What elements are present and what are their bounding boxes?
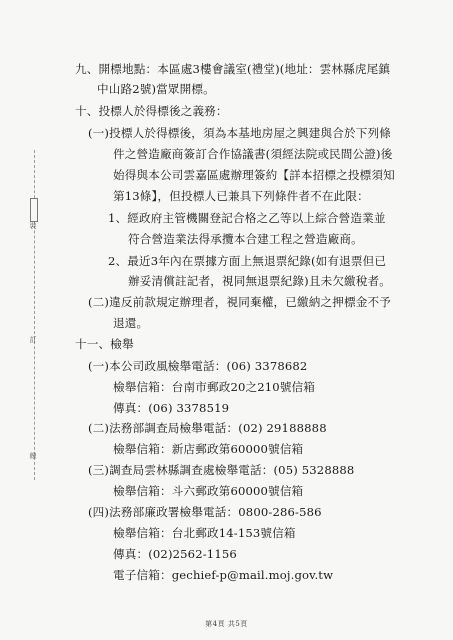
report-2-phone: (二)法務部調查局檢舉電話：(02) 29188888 xyxy=(88,421,327,435)
report-2-mailbox: 檢舉信箱：新店郵政第60000號信箱 xyxy=(113,442,304,456)
binding-stamp-box xyxy=(30,198,38,222)
section-10-2-line-2: 退還。 xyxy=(113,316,149,330)
report-1-fax: 傳真：(06) 3378519 xyxy=(113,401,230,415)
section-10-2-line-1: (二)違反前款規定辦理者，視同棄權，已繳納之押標金不予 xyxy=(88,295,391,309)
condition-2-line-2: 辦妥清償註記者，視同無退票紀錄)且未欠繳稅者。 xyxy=(128,274,392,288)
condition-2-line-1: 2、最近3年內在票據方面上無退票紀錄(如有退票但已 xyxy=(108,254,387,268)
condition-1-line-2: 符合營造業法得承攬本合建工程之營造廠商。 xyxy=(128,232,363,246)
report-4-mailbox: 檢舉信箱：台北郵政14-153號信箱 xyxy=(113,526,296,540)
report-3-phone: (三)調查局雲林縣調查處檢舉電話：(05) 5328888 xyxy=(88,463,355,477)
report-4-phone: (四)法務部廉政署檢舉電話：0800-286-586 xyxy=(88,505,322,519)
condition-1-line-1: 1、經政府主管機關登記合格之乙等以上綜合營造業並 xyxy=(108,211,386,225)
section-10-1-line-4: 第13條】，但投標人已兼具下列條件者不在此限： xyxy=(113,189,369,203)
binding-mark-top: 裝 xyxy=(29,222,37,230)
section-9-line-1: 九、開標地點：本區處3樓會議室(禮堂)(地址：雲林縣虎尾鎮 xyxy=(75,62,391,76)
section-10-heading: 十、投標人於得標後之義務： xyxy=(75,104,228,118)
report-4-fax: 傳真：(02)2562-1156 xyxy=(113,547,237,561)
section-10-1-line-1: (一)投標人於得標後，須為本基地房屋之興建與合於下列條 xyxy=(88,126,391,140)
section-10-1-line-3: 始得與本公司雲嘉區處辦理簽約【詳本招標之投標須知 xyxy=(113,168,395,182)
report-1-phone: (一)本公司政風檢舉電話：(06) 3378682 xyxy=(88,359,308,373)
section-11-heading: 十一、檢舉 xyxy=(75,337,134,351)
section-9-line-2: 中山路2號)當眾開標。 xyxy=(97,82,215,96)
report-4-email: 電子信箱：gechief-p@mail.moj.gov.tw xyxy=(113,568,334,582)
binding-mark-bottom: 線 xyxy=(29,452,37,460)
report-1-mailbox: 檢舉信箱：台南市郵政20之210號信箱 xyxy=(113,380,316,394)
section-10-1-line-2: 件之營造廠商簽訂合作協議書(須經法院或民間公證)後 xyxy=(113,147,393,161)
binding-mark-middle: 訂 xyxy=(29,336,37,344)
report-3-mailbox: 檢舉信箱：斗六郵政第60000號信箱 xyxy=(113,484,304,498)
page-number-footer: 第4頁 共5頁 xyxy=(205,620,248,628)
